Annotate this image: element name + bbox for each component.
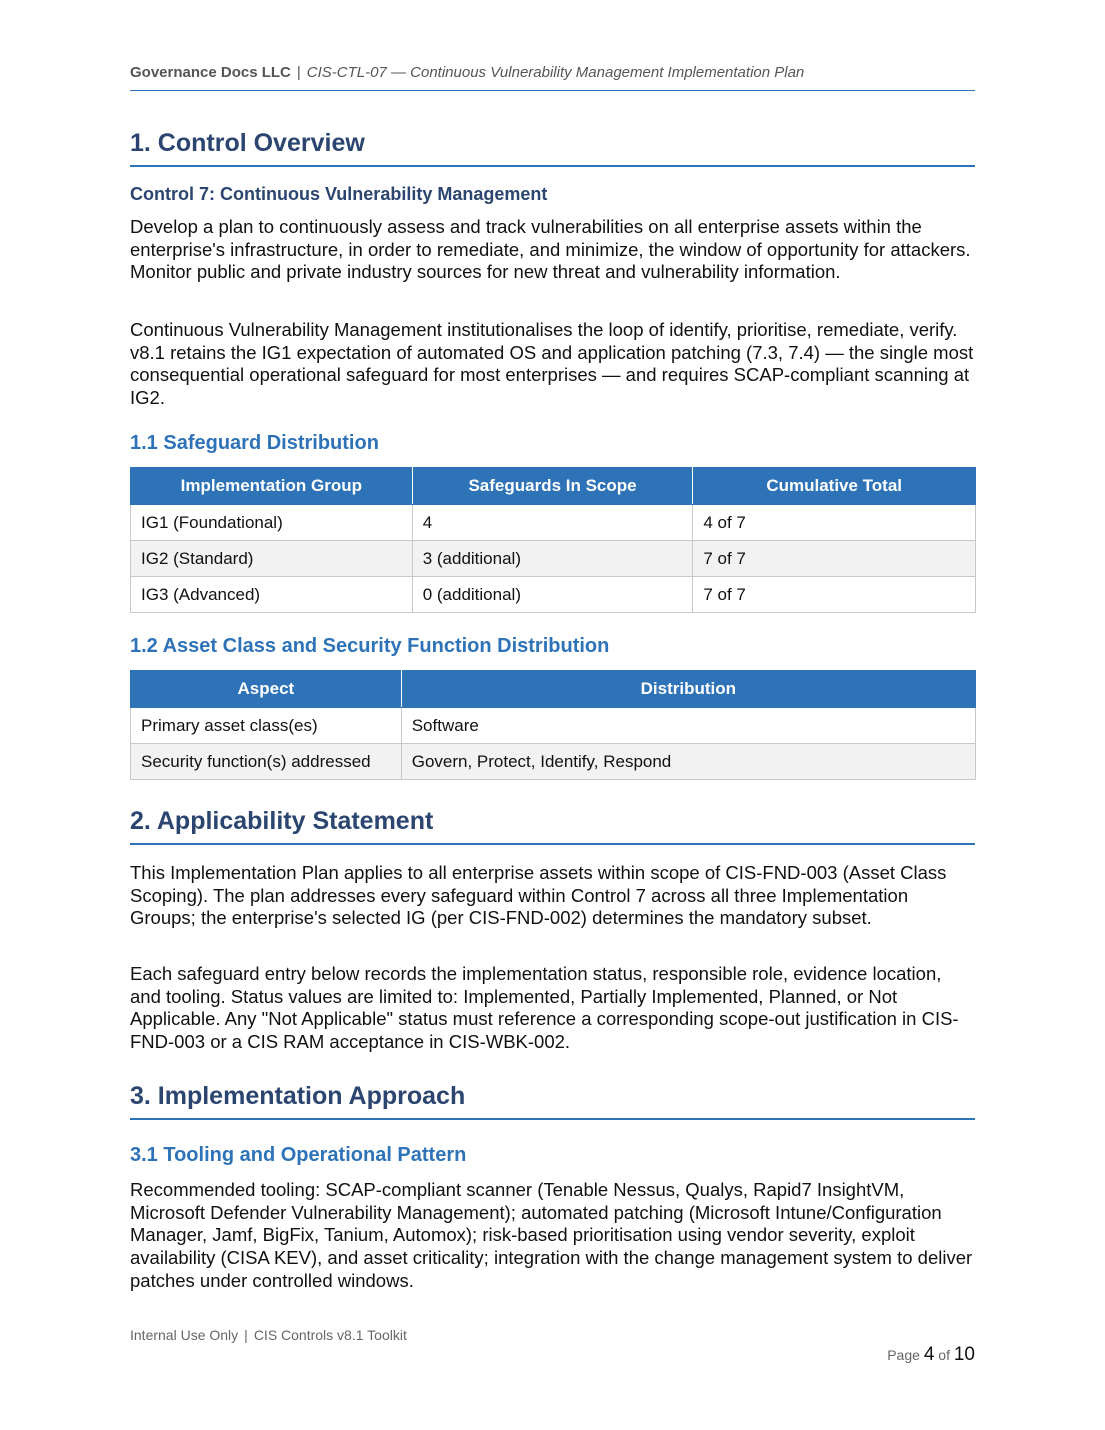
table-cell: 4 <box>412 505 693 541</box>
table-cell: 3 (additional) <box>412 541 693 577</box>
table-row <box>131 505 976 541</box>
table-cell: Security function(s) addressed <box>131 744 402 780</box>
control-context: Continuous Vulnerability Management institutionalises the loop of identify, prioritise, remediate, verify. v8.1 retains the IG1 expectation of automated OS and application patching (7.3, 7.4) — the single most consequential operational safeguard for most enterprises — and requires SCAP-compliant scanning at IG2. <box>130 319 974 409</box>
table-cell: 7 of 7 <box>693 541 976 577</box>
column-header: Distribution <box>401 671 975 708</box>
table-cell: IG1 (Foundational) <box>131 505 413 541</box>
asset-class-heading: 1.2 Asset Class and Security Function Distribution <box>130 635 610 657</box>
section1-heading: 1. Control Overview <box>130 129 975 167</box>
table-cell: IG3 (Advanced) <box>131 577 413 613</box>
page-of-label: of <box>938 1347 950 1363</box>
table-row <box>131 744 976 780</box>
safeguard-distribution-table <box>130 467 976 613</box>
footer-classification: Internal Use Only <box>130 1327 239 1343</box>
column-header: Cumulative Total <box>693 468 976 505</box>
tooling-para: Recommended tooling: SCAP-compliant scanner (Tenable Nessus, Qualys, Rapid7 InsightVM, Microsoft Defender Vulnerability Management); automated patching (Microsoft Intune/Configuration Manager, Jamf, BigFix, Tanium, Automox); risk-based prioritisation using vendor severity, exploit availability (CISA KEV), and asset criticality; integration with the change management system to deliver patches under controlled windows. <box>130 1179 973 1291</box>
page-header <box>130 64 975 91</box>
page-label: Page <box>887 1347 920 1363</box>
control-description: Develop a plan to continuously assess and track vulnerabilities on all enterprise assets within the enterprise's infrastructure, in order to remediate, and minimize, the window of opportunity for attackers. Monitor public and private industry sources for new threat and vulnerability information. <box>130 216 971 283</box>
safeguard-distribution-heading: 1.1 Safeguard Distribution <box>130 432 379 454</box>
table-cell: 7 of 7 <box>693 577 976 613</box>
table-cell: 4 of 7 <box>693 505 976 541</box>
section3-heading: 3. Implementation Approach <box>130 1082 975 1120</box>
applicability-para-2: Each safeguard entry below records the implementation status, responsible role, evidence location, and tooling. Status values are limited to: Implemented, Partially Implemented, Planned, or Not Applicable. Any "Not Applicable" status must reference a corresponding scope-out justification in CIS-FND-003 or a CIS RAM acceptance in CIS-WBK-002. <box>130 963 959 1053</box>
table-cell: IG2 (Standard) <box>131 541 413 577</box>
page-current: 4 <box>923 1344 935 1365</box>
table-row <box>131 541 976 577</box>
header-doc-title: CIS-CTL-07 — Continuous Vulnerability Management Implementation Plan <box>306 64 805 81</box>
tooling-heading: 3.1 Tooling and Operational Pattern <box>130 1144 467 1166</box>
table-cell: Primary asset class(es) <box>131 708 402 744</box>
column-header: Implementation Group <box>131 468 413 505</box>
page-total: 10 <box>953 1344 975 1365</box>
column-header: Safeguards In Scope <box>412 468 693 505</box>
header-org: Governance Docs LLC <box>130 64 291 81</box>
footer-separator: | <box>244 1327 248 1343</box>
table-header-row <box>131 671 976 708</box>
table-cell: Software <box>401 708 975 744</box>
table-row <box>131 577 976 613</box>
asset-class-table <box>130 670 976 780</box>
column-header: Aspect <box>131 671 402 708</box>
applicability-para-1: This Implementation Plan applies to all enterprise assets within scope of CIS-FND-003 (Asset Class Scoping). The plan addresses every safeguard within Control 7 across all three Implementation Groups; the enterprise's selected IG (per CIS-FND-002) determines the mandatory subset. <box>130 862 947 929</box>
table-cell: 0 (additional) <box>412 577 693 613</box>
page-number <box>887 1344 975 1366</box>
header-separator: | <box>296 64 301 81</box>
table-row <box>131 708 976 744</box>
footer-toolkit: CIS Controls v8.1 Toolkit <box>253 1327 407 1343</box>
page-footer <box>130 1327 407 1343</box>
table-cell: Govern, Protect, Identify, Respond <box>401 744 975 780</box>
table-header-row <box>131 468 976 505</box>
section2-heading: 2. Applicability Statement <box>130 807 975 845</box>
control-subheading: Control 7: Continuous Vulnerability Management <box>130 184 548 204</box>
